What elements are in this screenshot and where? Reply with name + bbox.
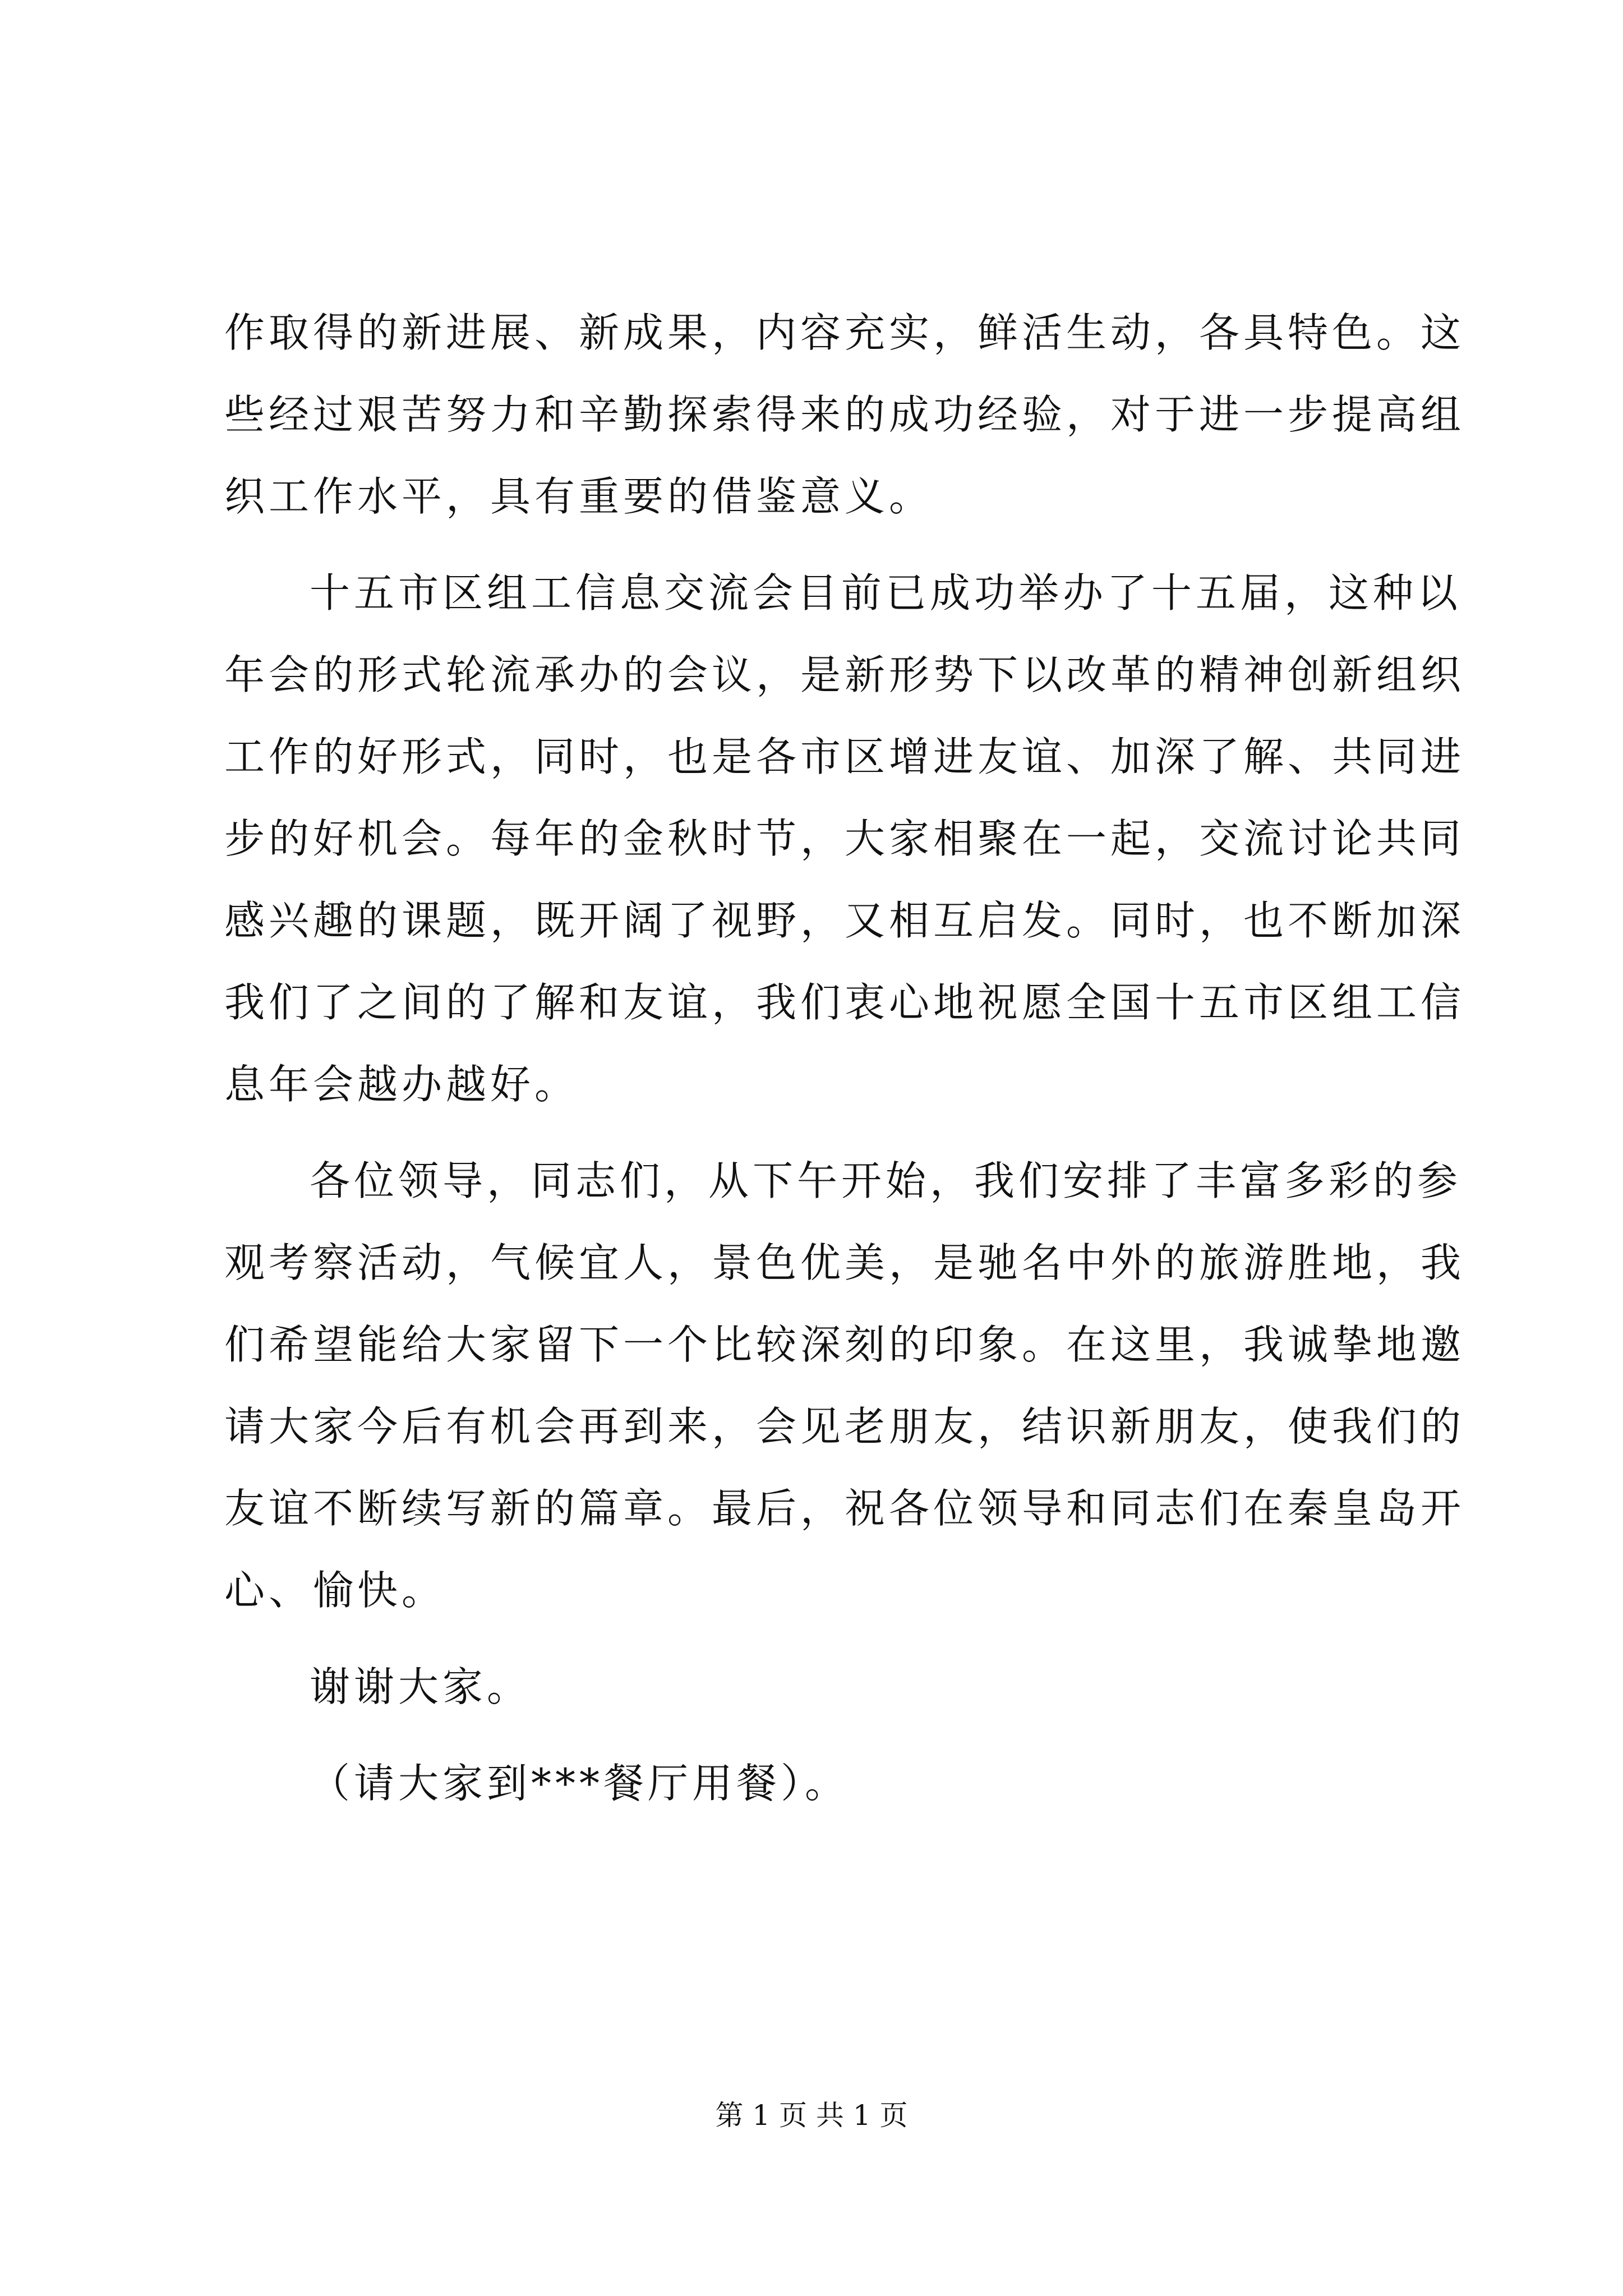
text-line: 作取得的新进展、新成果，内容充实，鲜活生动，各具特色。这 xyxy=(224,309,1465,356)
text-line: 我们了之间的了解和友谊，我们衷心地祝愿全国十五市区组工信 xyxy=(224,979,1465,1026)
text-line: 息年会越办越好。 xyxy=(224,1061,579,1108)
text-line: 各位领导，同志们，从下午开始，我们安排了丰富多彩的参 xyxy=(310,1157,1462,1204)
text-line: （请大家到***餐厅用餐）。 xyxy=(310,1760,850,1807)
paragraph-exchange-meeting xyxy=(224,552,1465,1125)
text-line: 请大家今后有机会再到来，会见老朋友，结识新朋友，使我们的 xyxy=(224,1403,1465,1450)
text-line: 十五市区组工信息交流会目前已成功举办了十五届，这种以 xyxy=(310,569,1462,616)
text-line: 年会的形式轮流承办的会议，是新形势下以改革的精神创新组织 xyxy=(224,651,1465,698)
text-line: 观考察活动，气候宜人，景色优美，是驰名中外的旅游胜地，我 xyxy=(224,1239,1465,1286)
paragraph-visit-arrangement xyxy=(224,1140,1465,1631)
paragraph-continuation xyxy=(224,292,1465,537)
text-line: 感兴趣的课题，既开阔了视野，又相互启发。同时，也不断加深 xyxy=(224,897,1465,944)
paragraph-dining-note xyxy=(224,1742,1402,1824)
text-line: 友谊不断续写新的篇章。最后，祝各位领导和同志们在秦皇岛开 xyxy=(224,1485,1465,1532)
text-line: 工作的好形式，同时，也是各市区增进友谊、加深了解、共同进 xyxy=(224,733,1465,780)
text-line: 心、愉快。 xyxy=(224,1567,446,1614)
document-body xyxy=(224,292,1465,1824)
text-line: 们希望能给大家留下一个比较深刻的印象。在这里，我诚挚地邀 xyxy=(224,1321,1465,1368)
text-line: 些经过艰苦努力和辛勤探索得来的成功经验，对于进一步提高组 xyxy=(224,391,1465,438)
text-line: 织工作水平，具有重要的借鉴意义。 xyxy=(224,473,934,520)
paragraph-thanks xyxy=(224,1646,1402,1728)
page-number-footer: 第 1 页 共 1 页 xyxy=(715,2099,908,2132)
text-line: 步的好机会。每年的金秋时节，大家相聚在一起，交流讨论共同 xyxy=(224,815,1465,862)
text-line: 谢谢大家。 xyxy=(310,1663,532,1710)
